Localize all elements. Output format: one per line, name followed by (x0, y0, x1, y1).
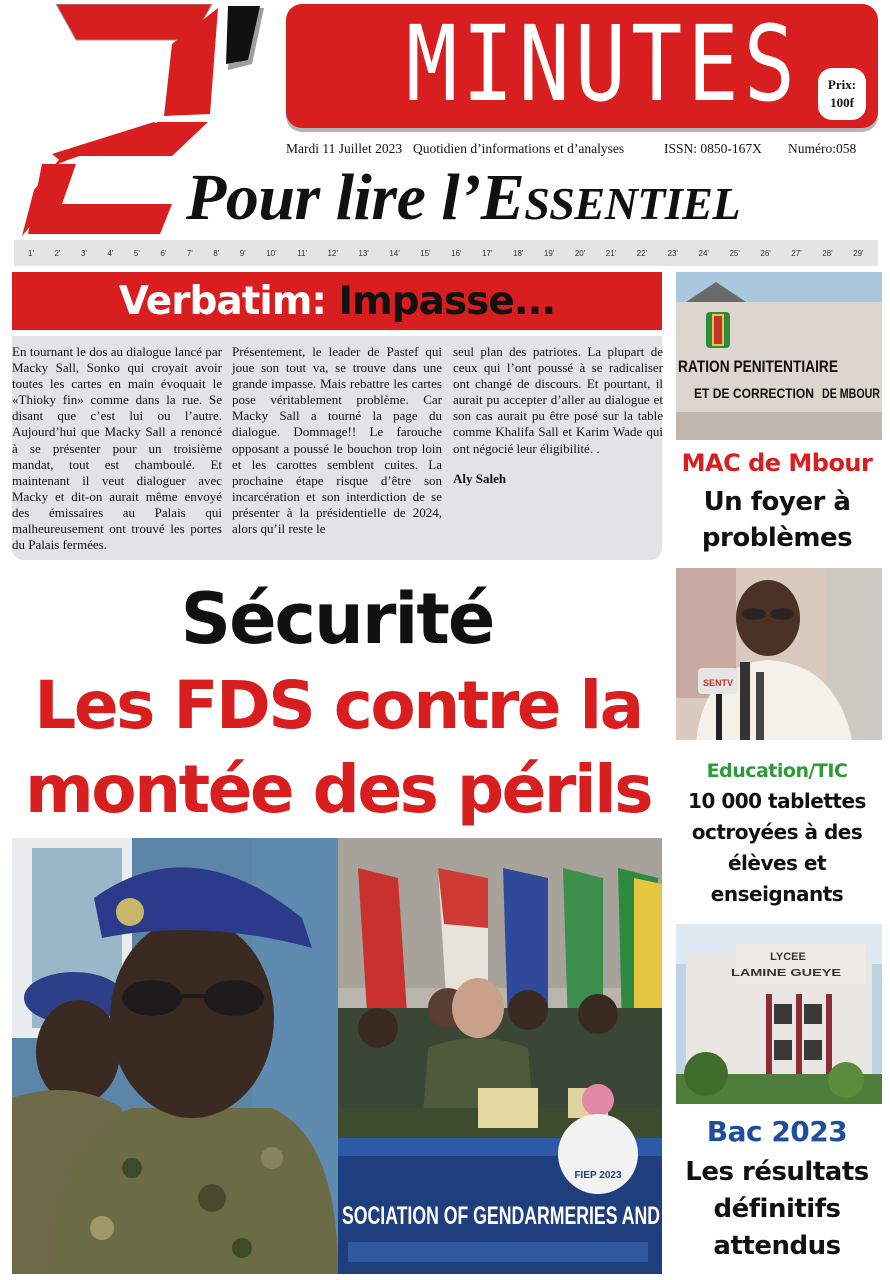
slogan-start: Pour lire l’ (186, 161, 481, 234)
sidebar-headline-3-line-1: Les résultats (685, 1157, 869, 1187)
sidebar-kicker-2: Education/TIC (706, 760, 848, 782)
ruler-mark: 6' (160, 248, 167, 258)
ruler-mark: 29' (853, 248, 864, 258)
ruler-mark: 5' (133, 248, 140, 258)
ruler-mark: 8' (213, 248, 220, 258)
main-story-kicker: Sécurité (180, 578, 494, 660)
conference-banner-text: SOCIATION OF GENDARMERIES AND (342, 1202, 660, 1230)
ruler-mark: 9' (239, 248, 246, 258)
sidebar-headline-2-line-3: élèves et (727, 851, 827, 875)
ruler-mark: 17' (482, 248, 493, 258)
headline-line-1: Les FDS contre la (34, 667, 642, 744)
ruler-mark: 2' (54, 248, 61, 258)
conference-logo-text: FIEP 2023 (574, 1170, 622, 1181)
masthead-title: MINUTES (406, 3, 800, 125)
ruler-mark: 20' (574, 248, 586, 258)
prison-entrance-photo (676, 272, 882, 440)
sidebar-kicker-3: Bac 2023 (706, 1115, 848, 1148)
logo-apostrophe-mark (222, 6, 266, 76)
issue-tagline: Quotidien d’informations et d’analyses (413, 141, 625, 156)
sidebar-kicker-1: MAC de Mbour (681, 449, 873, 477)
sidebar-headline-2-line-2: octroyées à des (691, 820, 863, 844)
masthead-slogan (186, 160, 876, 236)
verbatim-column-2: Présentement, le leader de Pastef qui joue son tout va, se trouve dans une grande impasse. Mais rebattre les cartes pose véritablement problème. Car Macky Sall a tourné la page du dialogue. Dommage!! Le farouche opposant a poussé le bouchon trop loin et les carottes semblent cuites. La prochaine étape risque d’être son incarcération et son interdiction de se présenter à la présidentielle de 2024, alors qu’il reste le (232, 344, 442, 537)
sidebar-headline-3-line-2: définitifs (713, 1194, 841, 1224)
ruler-mark: 27' (791, 248, 802, 258)
price-label: Prix: (827, 77, 857, 92)
ruler-mark: 10' (266, 248, 277, 258)
verbatim-column-1: En tournant le dos au dialogue lancé par Macky Sall, Sonko qui croyait avoir toutes les cartes en main évoquait le «Thioky fin» comme dans la rue. Se disant que c’est lui ou l’autre. Aujourd’hui que Macky Sall a renoncé à se présenter pour un troisième mandat, tout est chamboulé. Et maintenant il veut dialoguer avec Macky et dit-on aurait même envoyé des émissaires au Palais qui malheureusement ont trouvé les portes du Palais fermées. (12, 344, 222, 553)
sidebar-headline-2-line-1: 10 000 tablettes (688, 789, 866, 813)
ruler-mark: 24' (698, 248, 709, 258)
verbatim-title-bar (12, 272, 662, 330)
minister-portrait-photo (676, 568, 882, 740)
verbatim-label: Verbatim: (118, 279, 326, 324)
ruler-mark: 21' (605, 248, 617, 258)
sidebar-headline-1-line-2: problèmes (701, 523, 853, 553)
ruler-mark: 23' (667, 248, 679, 258)
price-value: 100f (830, 95, 854, 110)
ruler-mark: 7' (186, 248, 193, 258)
verbatim-column-3-text: seul plan des patriotes. La plupart de ceux qui l’ont poussé à se radicaliser ont changé de discours. Et pourtant, il aurait pu accepter d’aller au dialogue et son cas aurait pu être posé sur la table comme Khalifa Sall et Karim Wade qui ont négocié leur éligibilité. . (453, 344, 663, 456)
microphone-label: SENTV (702, 678, 734, 688)
issn-number: ISSN: 0850-167X (664, 141, 762, 156)
ruler-mark: 13' (358, 248, 369, 258)
headline-line-2: montée des périls (24, 751, 651, 828)
ruler-mark: 18' (513, 248, 524, 258)
ruler-mark: 25' (729, 248, 740, 258)
gendarmerie-conference-photo (338, 838, 662, 1274)
verbatim-author: Aly Saleh (453, 470, 507, 486)
verbatim-title (12, 272, 662, 330)
ruler-mark: 28' (822, 248, 833, 258)
price-badge (818, 68, 866, 120)
slogan-capital: E (480, 161, 525, 234)
ruler-mark: 22' (636, 248, 648, 258)
prison-sign-line-3: DE MBOUR (822, 385, 880, 401)
sidebar-headline-3-line-3: attendus (713, 1231, 841, 1261)
main-story-headline (8, 664, 668, 834)
issue-date: Mardi 11 Juillet 2023 (286, 141, 403, 156)
date-ruler-strip (14, 240, 878, 266)
verbatim-headline: Impasse... (338, 279, 556, 324)
slogan-small-caps: SSENTIEL (524, 178, 741, 229)
sidebar-headline-2 (670, 786, 884, 914)
ruler-mark: 19' (543, 248, 555, 258)
ruler-mark: 1' (28, 248, 34, 258)
gendarme-officer-photo (12, 838, 338, 1274)
lycee-building-photo (676, 924, 882, 1104)
ruler-mark: 3' (80, 248, 87, 258)
ruler-mark: 12' (327, 248, 338, 258)
school-sign-line-2: LAMINE GUEYE (731, 968, 842, 979)
verbatim-column-3 (453, 344, 663, 554)
ruler-mark: 15' (420, 248, 431, 258)
issue-number: Numéro:058 (788, 141, 857, 156)
sidebar-headline-2-line-4: enseignants (710, 882, 844, 906)
ruler-mark: 14' (389, 248, 400, 258)
prison-sign-line-2: ET DE CORRECTION (694, 385, 814, 401)
ruler-mark: 16' (451, 248, 462, 258)
sidebar-headline-1-line-1: Un foyer à (703, 487, 851, 517)
sidebar-headline-3 (670, 1154, 884, 1270)
ruler-mark: 4' (107, 248, 114, 258)
ruler-mark: 26' (760, 248, 771, 258)
prison-sign-line-1: RATION PENITENTIAIRE (678, 357, 838, 376)
sidebar-headline-1 (670, 484, 884, 560)
ruler-mark: 11' (297, 248, 307, 258)
masthead-title-bar (286, 4, 878, 128)
school-sign-line-1: LYCEE (770, 951, 806, 963)
